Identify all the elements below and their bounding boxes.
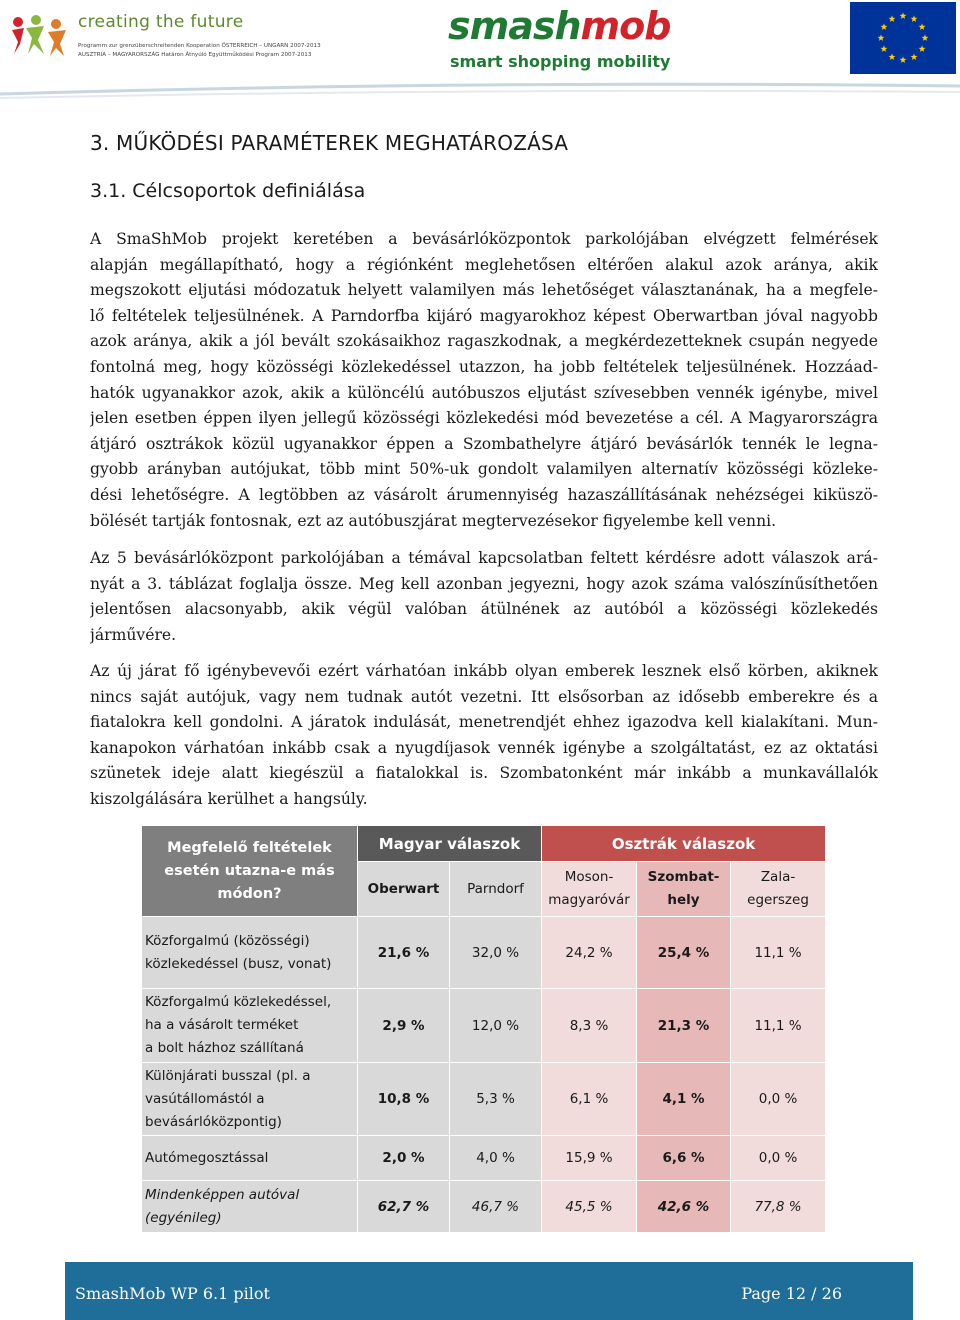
row-label: Mindenképpen autóval (egyénileg)	[142, 1181, 358, 1233]
paragraph-line: járművére.	[90, 625, 177, 644]
table-row	[142, 1181, 826, 1233]
paragraph-line: jelen esetben éppen ilyen jellegű közösségi közlekedési mód bevezetése a cél. A Magyarországra	[90, 409, 878, 428]
table-row	[142, 1063, 826, 1136]
paragraph-line: alapján megállapítható, hogy a régiónként meglehetősen eltérően alakul azok aránya, akik	[90, 255, 878, 274]
paragraph-line: kanapokon várhatóan inkább csak a nyugdíjasok vennék igénybe a szolgáltatást, ez az oktatási	[90, 738, 878, 757]
partner-line-2: AUSZTRIA – MAGYARORSZÁG Határon Átnyúló Együttműködési Program 2007-2013	[78, 52, 312, 58]
column-header: Moson- magyaróvár	[542, 862, 637, 917]
value-cell: 4,1 %	[637, 1063, 731, 1136]
brand-wordmark: smashmob	[448, 4, 671, 48]
paragraph-line: átjáró osztrákok közül ugyanakkor éppen a Szombathelyre átjáró bevásárlók tennék le legna-	[90, 434, 878, 453]
paragraph-line: hatók ugyanakkor azok, akik a különcélú autóbuszos eljutást szívesebben vennék igénybe, mivel	[90, 383, 878, 402]
value-cell: 32,0 %	[450, 917, 542, 989]
value-cell: 6,1 %	[542, 1063, 637, 1136]
brand-tagline: smart shopping mobility	[450, 52, 671, 71]
partner-line-1: Programm zur grenzüberschreitenden Kooperation ÖSTERREICH – UNGARN 2007-2013	[78, 43, 321, 49]
column-header: Oberwart	[358, 862, 450, 917]
value-cell: 25,4 %	[637, 917, 731, 989]
subsection-heading: 3.1. Célcsoportok definiálása	[90, 180, 366, 202]
paragraph-line: azok aránya, akik a jól bevált szokásaikhoz ragaszkodnak, a megkérdezetteknek csupán negyede	[90, 332, 878, 351]
value-cell: 4,0 %	[450, 1136, 542, 1181]
survey-table	[141, 825, 826, 1233]
paragraph-line: fiatalokra kell gondolni. A járatok indulását, menetrendjét ehhez igazodva kell kialakítani. Mun-	[90, 713, 878, 732]
value-cell: 42,6 %	[637, 1181, 731, 1233]
section-heading: 3. MŰKÖDÉSI PARAMÉTEREK MEGHATÁROZÁSA	[90, 131, 569, 155]
value-cell: 11,1 %	[731, 917, 826, 989]
table-row	[142, 917, 826, 989]
footer-project-label: SmashMob WP 6.1 pilot	[75, 1284, 270, 1303]
row-label: Különjárati busszal (pl. a vasútállomástól a bevásárlóközpontig)	[142, 1063, 358, 1136]
table-row	[142, 989, 826, 1063]
value-cell: 0,0 %	[731, 1063, 826, 1136]
value-cell: 46,7 %	[450, 1181, 542, 1233]
question-text: Megfelelő feltételek esetén utazna-e más módon?	[164, 839, 335, 902]
page-number: Page 12 / 26	[741, 1284, 842, 1303]
value-cell: 11,1 %	[731, 989, 826, 1063]
paragraph-line: Az 5 bevásárlóközpont parkolójában a témával kapcsolatban feltett kérdésre adott válaszok ará-	[90, 549, 878, 567]
column-header: Parndorf	[450, 862, 542, 917]
group-header-austrian: Osztrák válaszok	[542, 826, 826, 862]
value-cell: 8,3 %	[542, 989, 637, 1063]
creating-the-future-logo	[10, 12, 330, 64]
table-question-header	[142, 826, 358, 917]
paragraph-line: fontolná meg, hogy közösségi közlekedéssel utazzon, ha jobb feltételek teljesülnének. Hozzáad-	[90, 357, 878, 376]
value-cell: 2,9 %	[358, 989, 450, 1063]
paragraph-line: szünetek ideje alatt kiegészül a fiatalokkal is. Szombatonként már inkább a munkavállalók	[90, 764, 878, 783]
value-cell: 0,0 %	[731, 1136, 826, 1181]
row-label: Autómegosztással	[142, 1136, 358, 1181]
paragraph-line: A SmaShMob projekt keretében a bevásárlóközpontok parkolójában elvégzett felmérések	[90, 230, 878, 248]
paragraph-line: Az új járat fő igénybevevői ezért várhatóan inkább olyan emberek lesznek első körben, akiknek	[90, 662, 878, 680]
paragraph-line: gyobb arányban autójukat, több mint 50%-uk gondolt valamilyen alternatív közösségi közleke-	[90, 460, 878, 479]
group-header-hungarian: Magyar válaszok	[358, 826, 542, 862]
value-cell: 12,0 %	[450, 989, 542, 1063]
paragraph-2	[90, 546, 878, 648]
paragraph-line: dési lehetőségre. A legtöbben az vásárolt árumennyiség hazaszállításának nehézségei kiküszö-	[90, 485, 878, 504]
value-cell: 24,2 %	[542, 917, 637, 989]
column-header: Zala- egerszeg	[731, 862, 826, 917]
header-swoosh-decoration	[0, 80, 960, 104]
value-cell: 77,8 %	[731, 1181, 826, 1233]
eu-flag-icon	[850, 2, 956, 74]
value-cell: 62,7 %	[358, 1181, 450, 1233]
paragraph-line: nincs saját autójuk, vagy nem tudnak autót vezetni. Itt elsősorban az idősebb emberekre és a	[90, 687, 878, 706]
paragraph-line: lő feltételek teljesülnének. A Parndorfba kijáró magyarokhoz képest Oberwartban jóval nagyobb	[90, 306, 878, 325]
value-cell: 5,3 %	[450, 1063, 542, 1136]
partner-title: creating the future	[78, 12, 244, 32]
page-footer	[65, 1262, 913, 1320]
table-row	[142, 1136, 826, 1181]
value-cell: 6,6 %	[637, 1136, 731, 1181]
row-label: Közforgalmú (közösségi) közlekedéssel (busz, vonat)	[142, 917, 358, 989]
value-cell: 15,9 %	[542, 1136, 637, 1181]
people-figures-icon	[10, 14, 70, 58]
value-cell: 21,3 %	[637, 989, 731, 1063]
paragraph-line: jelentősen alacsonyabb, akik végül valóban átülnének az autóból a közösségi közlekedés	[90, 600, 878, 619]
row-label: Közforgalmú közlekedéssel, ha a vásárolt terméket a bolt házhoz szállítaná	[142, 989, 358, 1063]
paragraph-1	[90, 227, 878, 534]
page-header	[0, 0, 960, 110]
value-cell: 21,6 %	[358, 917, 450, 989]
value-cell: 45,5 %	[542, 1181, 637, 1233]
paragraph-line: kiszolgálására kerülhet a hangsúly.	[90, 789, 368, 808]
paragraph-line: megszokott eljutási módozatuk helyett valamilyen más lehetőséget választanának, ha a megfele-	[90, 281, 878, 300]
value-cell: 2,0 %	[358, 1136, 450, 1181]
paragraph-line: nyát a 3. táblázat foglalja össze. Meg kell azonban jegyezni, hogy azok száma valószínűsíthetően	[90, 574, 878, 593]
column-header: Szombat- hely	[637, 862, 731, 917]
smashmob-logo	[448, 4, 671, 74]
paragraph-3	[90, 659, 878, 813]
value-cell: 10,8 %	[358, 1063, 450, 1136]
paragraph-line: bölését tartják fontosnak, ezt az autóbuszjárat megtervezésekor figyelembe kell venni.	[90, 511, 777, 530]
